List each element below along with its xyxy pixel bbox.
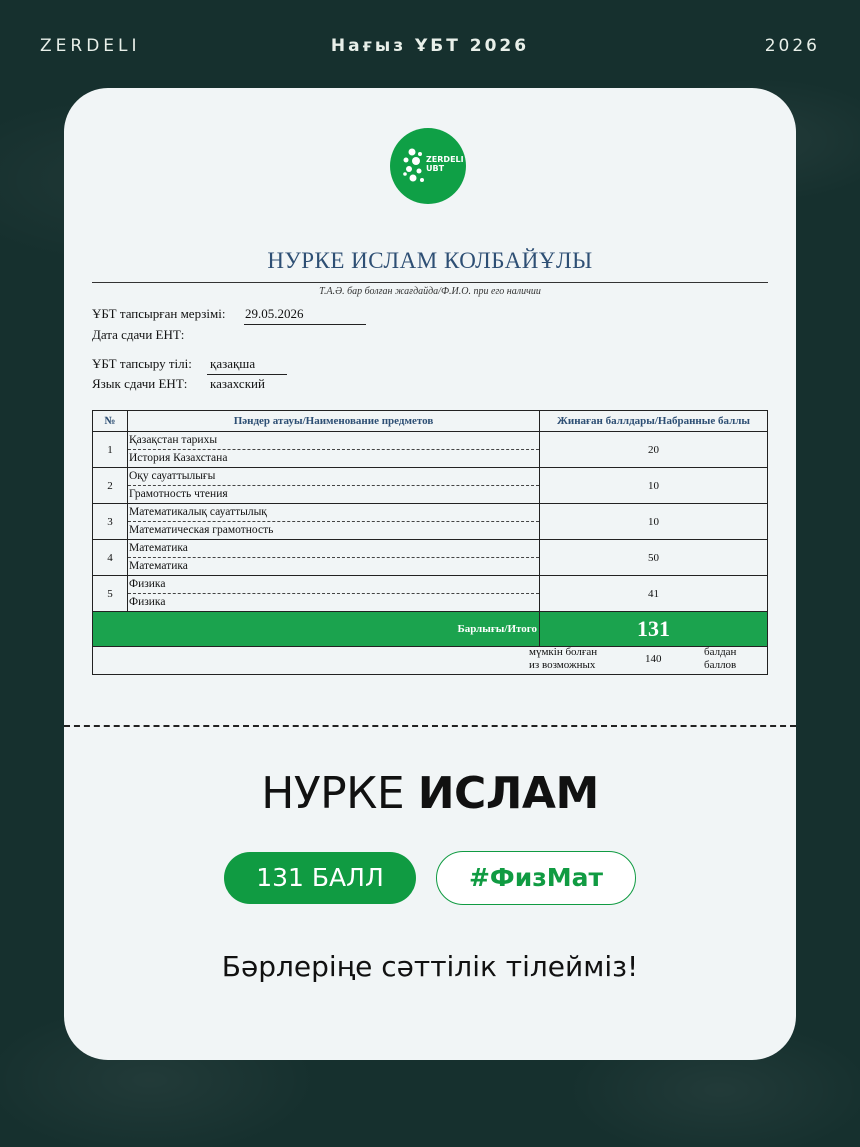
table-row — [93, 468, 768, 504]
tag-badge: #ФизМат — [436, 851, 636, 905]
subject-kz: Математика — [128, 540, 539, 558]
row-num: 5 — [93, 576, 128, 612]
total-row — [93, 612, 768, 647]
subject-kz: Физика — [128, 576, 539, 594]
lang-value-kz: қазақша — [210, 356, 256, 371]
table-row — [93, 504, 768, 540]
max-cell — [93, 647, 768, 675]
col-score-header: Жинаған баллдары/Набранные баллы — [540, 411, 768, 432]
row-subject — [128, 504, 540, 540]
subject-ru: Физика — [129, 596, 166, 608]
max-value: 140 — [645, 653, 662, 665]
table-row — [93, 432, 768, 468]
subject-ru: Математическая грамотность — [129, 524, 274, 536]
date-value: 29.05.2026 — [245, 306, 304, 321]
subject-ru: Грамотность чтения — [129, 488, 228, 500]
row-score: 20 — [540, 432, 768, 468]
table-row — [93, 540, 768, 576]
year-label: 2026 — [764, 36, 820, 56]
subject-kz: Оқу сауаттылығы — [128, 468, 539, 486]
total-label: Барлығы/Итого — [93, 612, 540, 647]
lang-label-kz: ҰБТ тапсыру тілі: — [92, 356, 192, 371]
row-score: 41 — [540, 576, 768, 612]
max-label: мүмкін болған из возможных — [529, 646, 598, 671]
subject-ru: Математика — [129, 560, 188, 572]
row-num: 2 — [93, 468, 128, 504]
results-table — [92, 410, 768, 675]
col-subject-header: Пәндер атауы/Наименование предметов — [128, 411, 540, 432]
date-underline — [244, 324, 366, 325]
brand-label: ZERDELI — [40, 36, 141, 56]
student-name — [64, 768, 796, 819]
subject-kz: Математикалық сауаттылық — [128, 504, 539, 522]
row-subject — [128, 576, 540, 612]
header-title: Нағыз ҰБТ 2026 — [330, 36, 530, 56]
top-bar — [40, 36, 820, 62]
row-num: 3 — [93, 504, 128, 540]
max-unit: балдан баллов — [704, 646, 737, 671]
zerdeli-logo — [390, 128, 466, 204]
row-score: 10 — [540, 468, 768, 504]
row-subject — [128, 432, 540, 468]
name-underline — [92, 282, 768, 283]
last-name: ИСЛАМ — [417, 768, 599, 819]
table-row — [93, 576, 768, 612]
max-row — [93, 647, 768, 675]
row-num: 4 — [93, 540, 128, 576]
certificate-card — [64, 88, 796, 1060]
full-name: НУРКЕ ИСЛАМ КОЛБАЙҰЛЫ — [267, 248, 593, 273]
cut-line — [64, 725, 796, 727]
lang-value-ru: казахский — [210, 376, 265, 391]
row-score: 50 — [540, 540, 768, 576]
subject-kz: Қазақстан тарихы — [128, 432, 539, 450]
logo-text: ZERDELI UBT — [426, 155, 464, 173]
lang-label-ru: Язык сдачи ЕНТ: — [92, 376, 188, 391]
table-header-row — [93, 411, 768, 432]
row-subject — [128, 468, 540, 504]
wish-text: Бәрлеріңе сәттілік тілейміз! — [221, 950, 639, 983]
first-name: НУРКЕ — [261, 768, 405, 819]
score-badge: 131 БАЛЛ — [224, 852, 416, 904]
name-caption: Т.А.Ә. бар болған жағдайда/Ф.И.О. при его наличии — [319, 286, 541, 297]
date-label-kz: ҰБТ тапсырған мерзімі: — [92, 306, 226, 321]
subject-ru: История Казахстана — [129, 452, 228, 464]
lang-underline — [207, 374, 287, 375]
row-num: 1 — [93, 432, 128, 468]
date-label-ru: Дата сдачи ЕНТ: — [92, 327, 185, 342]
row-subject — [128, 540, 540, 576]
total-score: 131 — [540, 612, 768, 647]
col-num-header: № — [93, 411, 128, 432]
row-score: 10 — [540, 504, 768, 540]
